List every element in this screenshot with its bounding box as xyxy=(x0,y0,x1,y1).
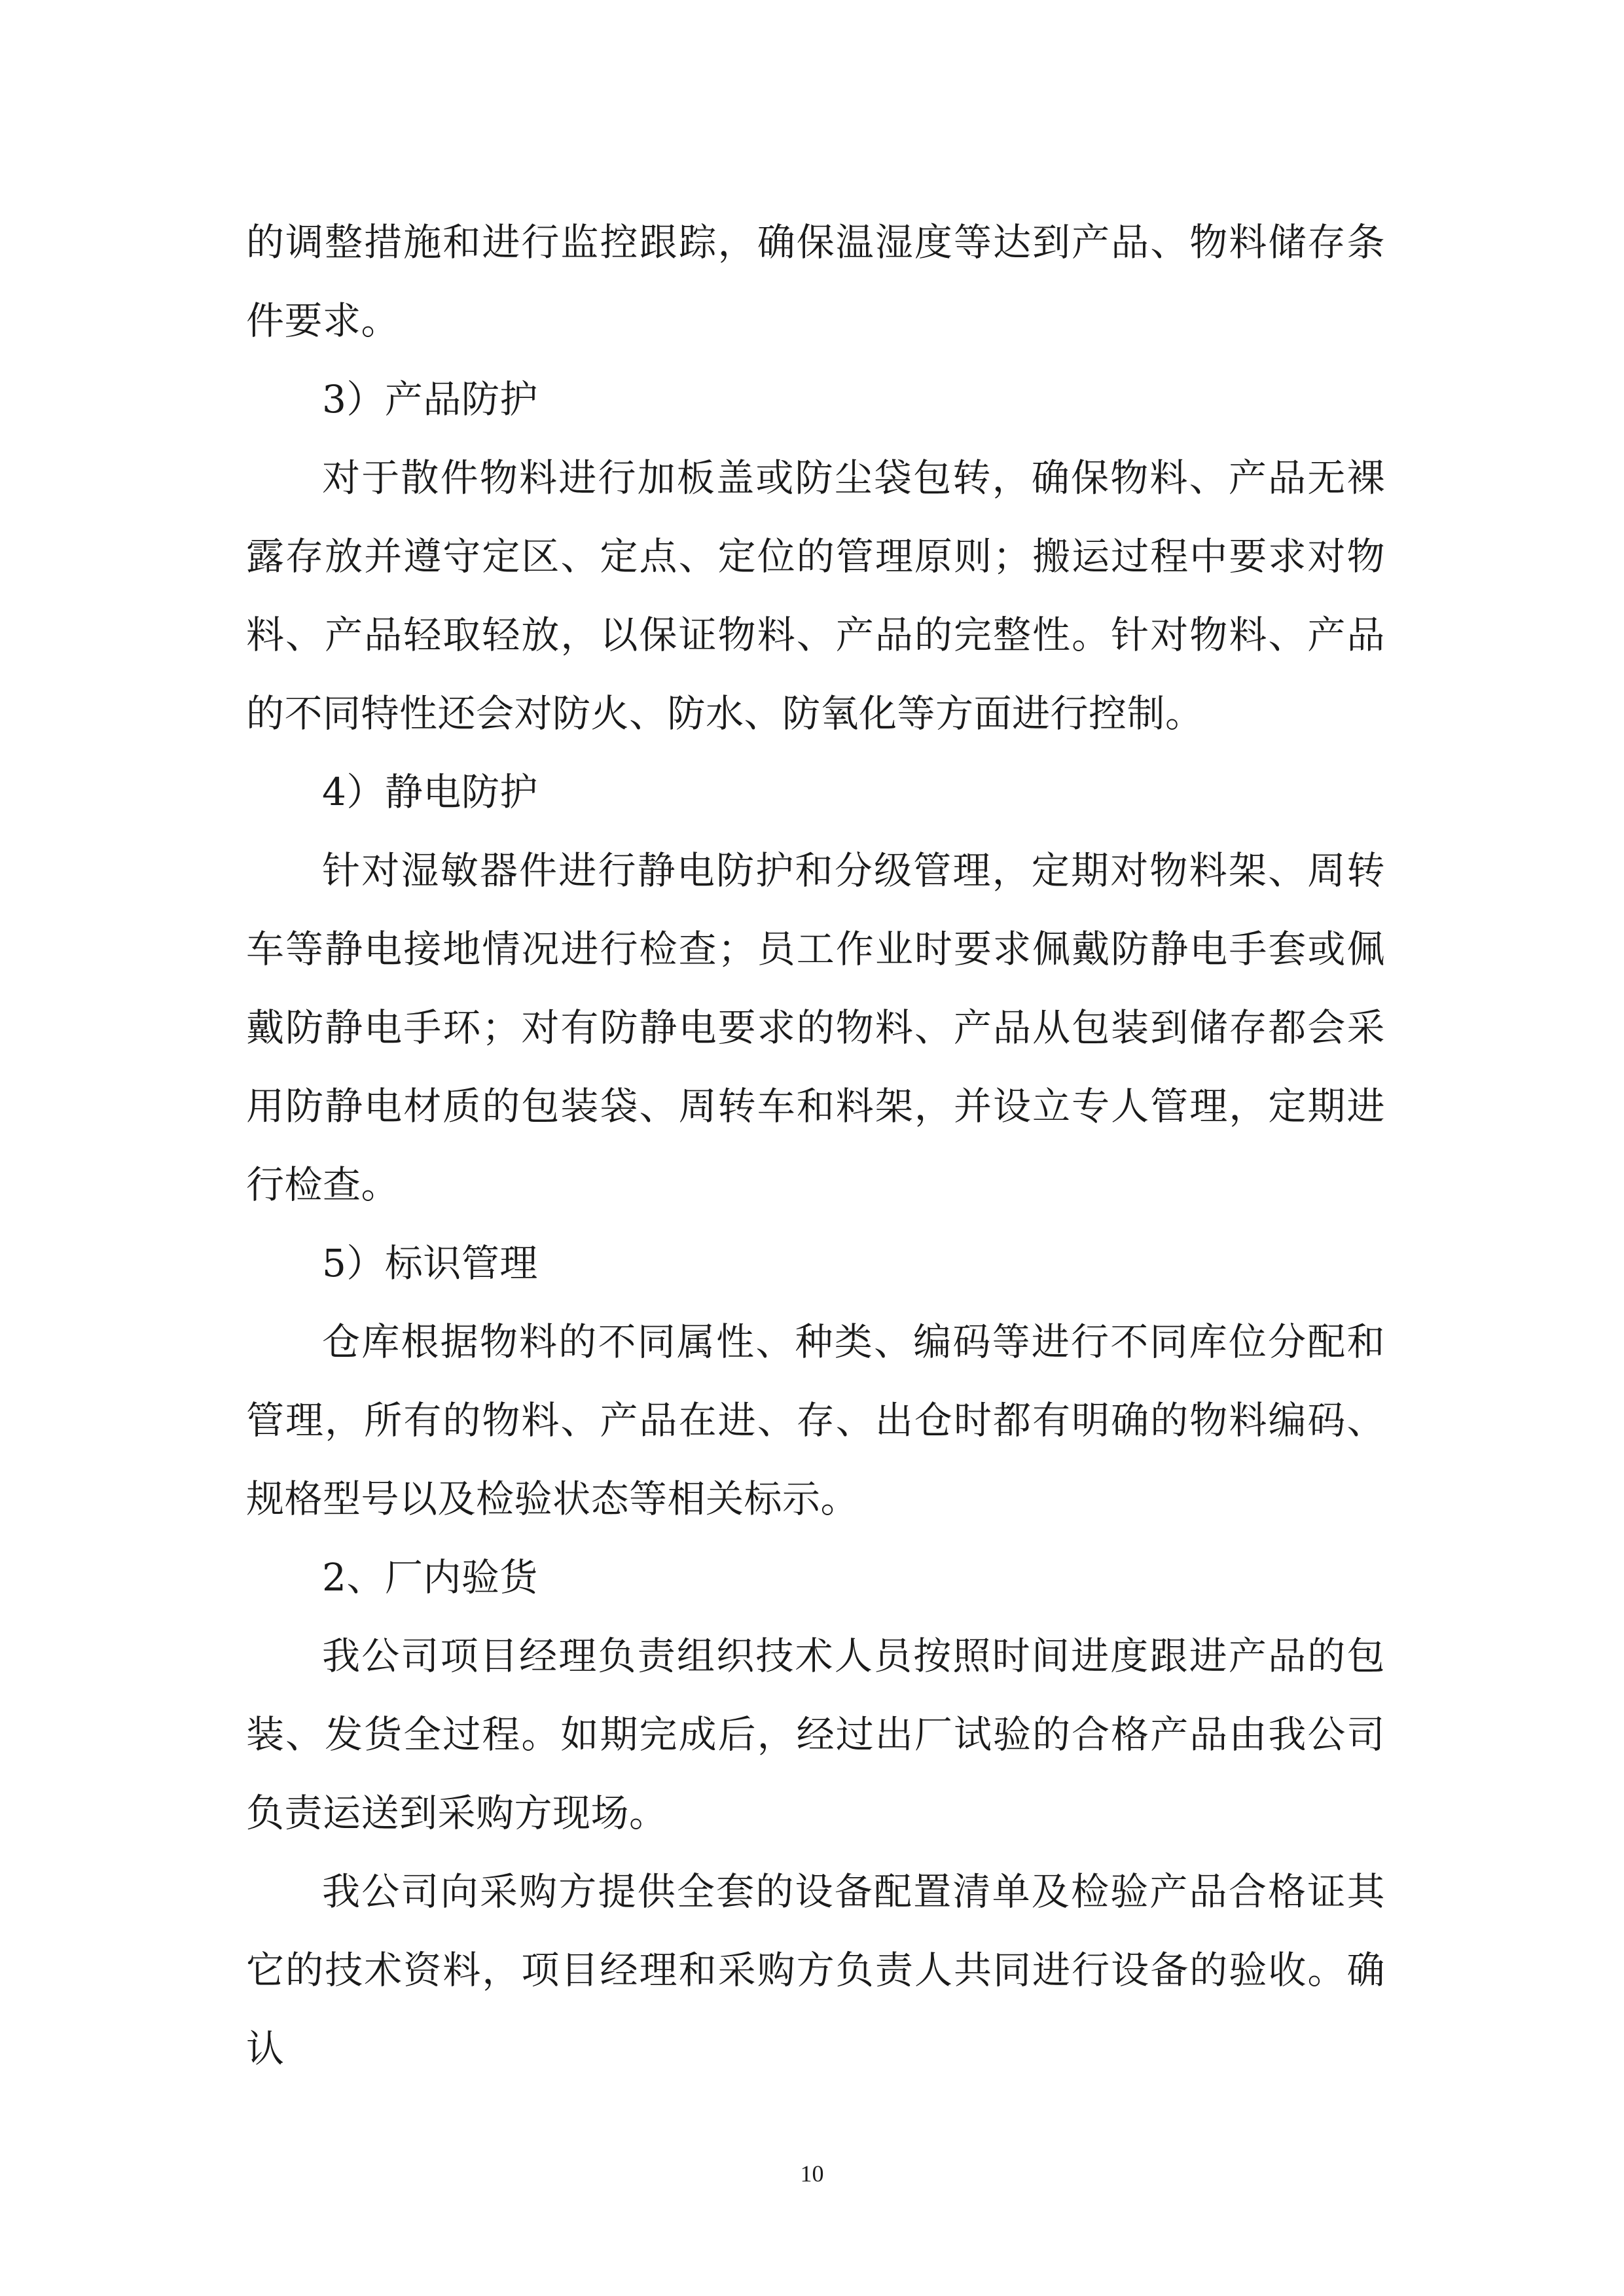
paragraph-factory-inspection-1: 我公司项目经理负责组织技术人员按照时间进度跟进产品的包装、发货全过程。如期完成后，经过出厂试验的合格产品由我公司负责运送到采购方现场。 xyxy=(246,1634,1385,1835)
document-body xyxy=(246,203,1385,2088)
paragraph-continuation: 的调整措施和进行监控跟踪，确保温湿度等达到产品、物料储存条件要求。 xyxy=(246,220,1385,343)
paragraph-product-protection: 对于散件物料进行加板盖或防尘袋包转，确保物料、产品无裸露存放并遵守定区、定点、定位的管理原则；搬运过程中要求对物料、产品轻取轻放，以保证物料、产品的完整性。针对物料、产品的不同特性还会对防火、防水、防氧化等方面进行控制。 xyxy=(246,456,1385,736)
heading-label-management: 5）标识管理 xyxy=(322,1241,538,1285)
heading-product-protection: 3）产品防护 xyxy=(322,377,538,422)
heading-esd-protection: 4）静电防护 xyxy=(322,770,538,814)
paragraph-esd-protection: 针对湿敏器件进行静电防护和分级管理，定期对物料架、周转车等静电接地情况进行检查；员工作业时要求佩戴防静电手套或佩戴防静电手环；对有防静电要求的物料、产品从包装到储存都会采用防静电材质的包装袋、周转车和料架，并设立专人管理，定期进行检查。 xyxy=(246,848,1385,1207)
paragraph-label-management: 仓库根据物料的不同属性、种类、编码等进行不同库位分配和管理，所有的物料、产品在进、存、出仓时都有明确的物料编码、规格型号以及检验状态等相关标示。 xyxy=(246,1319,1385,1521)
heading-factory-inspection: 2、厂内验货 xyxy=(322,1555,538,1600)
paragraph-factory-inspection-2: 我公司向采购方提供全套的设备配置清单及检验产品合格证其它的技术资料，项目经理和采购方负责人共同进行设备的验收。确认 xyxy=(246,1869,1385,2071)
page-number: 10 xyxy=(800,2161,824,2187)
